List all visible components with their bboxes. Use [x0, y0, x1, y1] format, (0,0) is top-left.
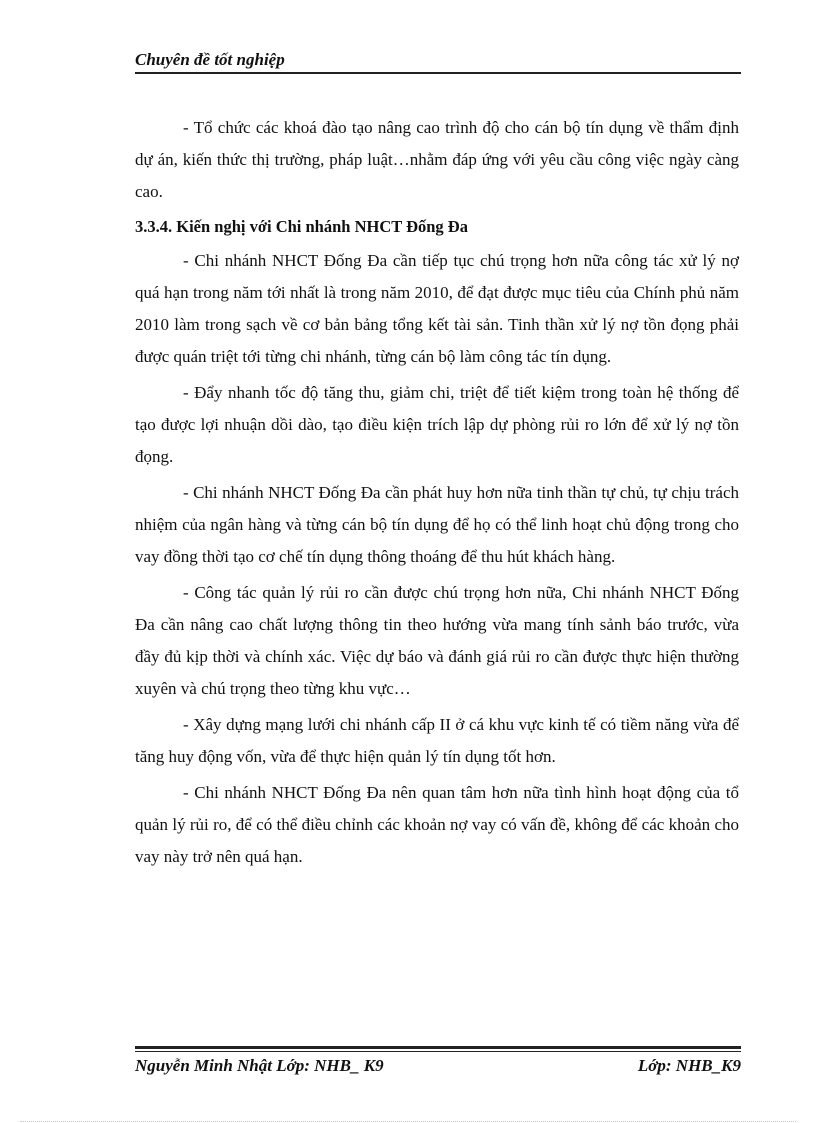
page-header — [135, 50, 741, 74]
footer-rule-thin — [135, 1051, 741, 1052]
paragraph-training: - Tổ chức các khoá đào tạo nâng cao trình độ cho cán bộ tín dụng về thẩm định dự án, kiến thức thị trường, pháp luật…nhằm đáp ứng với yêu cầu công việc ngày càng cao. — [135, 118, 739, 201]
paragraph-revenue: - Đẩy nhanh tốc độ tăng thu, giảm chi, triệt để tiết kiệm trong toàn hệ thống để tạo được lợi nhuận dồi dào, tạo điều kiện trích lập dự phòng rủi ro lớn để xử lý nợ tồn đọng. — [135, 383, 739, 466]
footer-class: Lớp: NHB_K9 — [637, 1056, 741, 1075]
page-edge-divider — [20, 1121, 796, 1122]
page-content — [135, 112, 739, 877]
footer-rule — [135, 1046, 741, 1049]
paragraph-bad-debt: - Chi nhánh NHCT Đống Đa cần tiếp tục chú trọng hơn nữa công tác xử lý nợ quá hạn trong năm tới nhất là trong năm 2010, để đạt được mục tiêu của Chính phủ năm 2010 làm trong sạch về cơ bản bảng tổng kết tài sản. Tinh thần xử lý nợ tồn đọng phải được quán triệt tới từng chi nhánh, từng cán bộ làm công tác tín dụng. — [135, 251, 739, 366]
paragraph-autonomy: - Chi nhánh NHCT Đống Đa cần phát huy hơn nữa tinh thần tự chủ, tự chịu trách nhiệm của ngân hàng và từng cán bộ tín dụng để họ có thể linh hoạt chủ động trong cho vay đồng thời tạo cơ chế tín dụng thông thoáng để thu hút khách hàng. — [135, 483, 739, 566]
paragraph-risk-team: - Chi nhánh NHCT Đống Đa nên quan tâm hơn nữa tình hình hoạt động của tổ quản lý rủi ro, để có thể điều chỉnh các khoản nợ vay có vấn đề, không để các khoản cho vay này trở nên quá hạn. — [135, 783, 739, 866]
footer-author: Nguyễn Minh Nhật Lớp: NHB_ K9 — [135, 1056, 384, 1075]
footer-row — [135, 1056, 741, 1076]
paragraph-risk-management: - Công tác quản lý rủi ro cần được chú trọng hơn nữa, Chi nhánh NHCT Đống Đa cần nâng cao chất lượng thông tin theo hướng vừa mang tính sảnh báo trước, vừa đầy đủ kịp thời và chính xác. Việc dự báo và đánh giá rủi ro cần được thực hiện thường xuyên và chú trọng theo từng khu vực… — [135, 583, 739, 698]
section-heading: 3.3.4. Kiến nghị với Chi nhánh NHCT Đống Đa — [135, 217, 468, 236]
header-title: Chuyên đề tốt nghiệp — [135, 50, 285, 69]
paragraph-branch-network: - Xây dựng mạng lưới chi nhánh cấp II ở cá khu vực kinh tế có tiềm năng vừa để tăng huy động vốn, vừa để thực hiện quản lý tín dụng tốt hơn. — [135, 715, 739, 766]
page-footer — [135, 1046, 741, 1076]
header-rule — [135, 72, 741, 74]
